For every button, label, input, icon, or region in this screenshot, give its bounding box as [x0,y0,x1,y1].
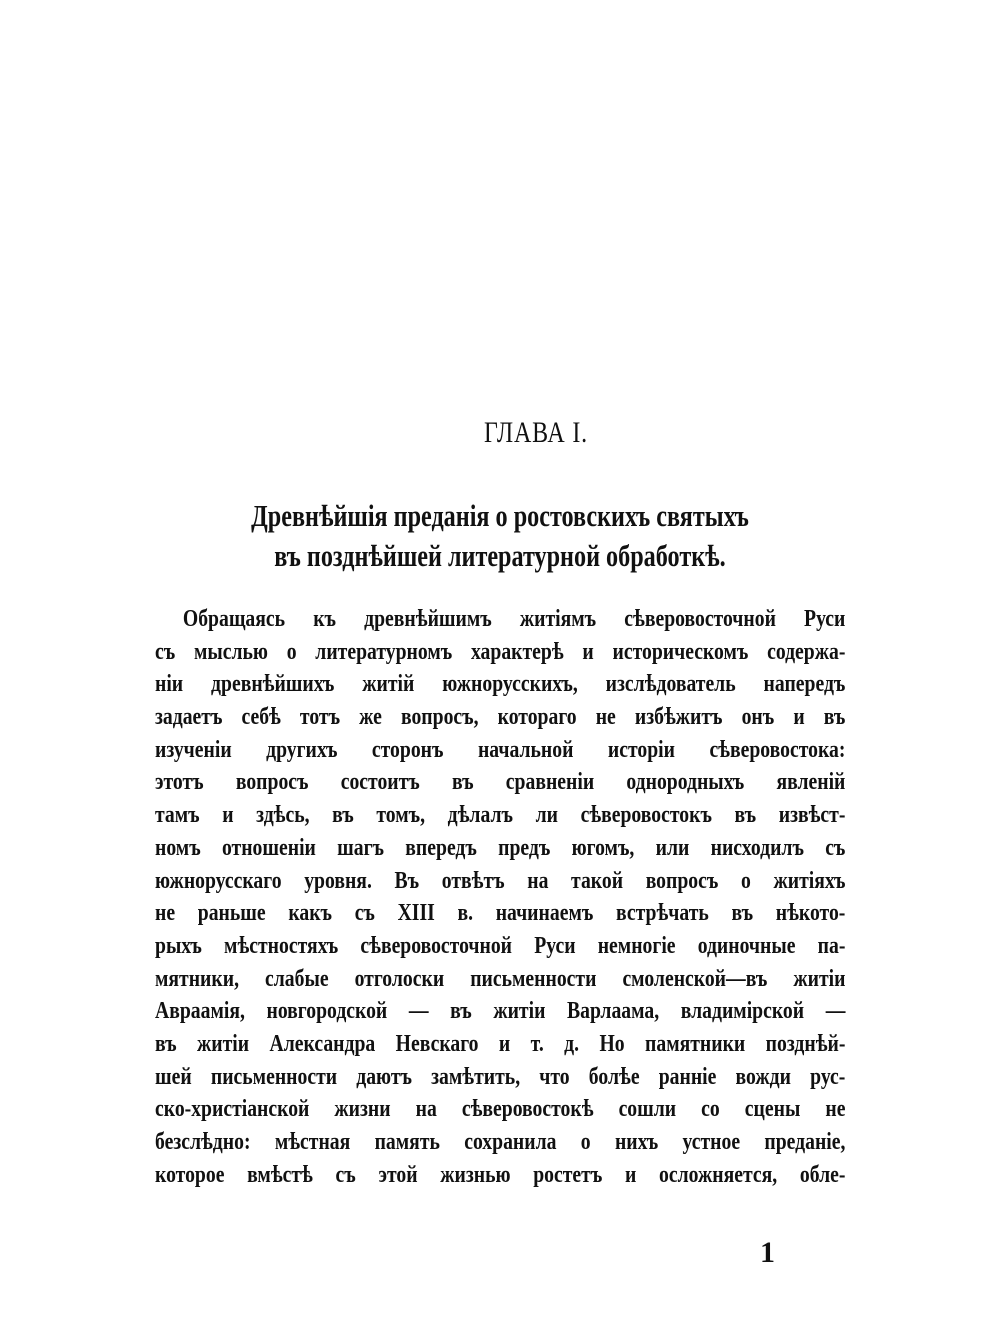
chapter-title [150,496,850,576]
body-paragraph [155,603,845,1191]
word: встрѣчать [616,900,709,927]
word: котораго [497,704,577,731]
text-line [155,1159,845,1192]
word: раньше [197,900,266,927]
text-line [155,636,845,669]
word: сохранила [464,1129,557,1155]
word: же [359,704,382,731]
word: д. [564,1030,580,1057]
word: новгородской [266,998,388,1025]
text-line [155,930,845,963]
word: устное [682,1129,741,1155]
word: житіи [493,998,546,1025]
title-line: въ позднѣйшей литературной обработкѣ. [274,538,726,573]
word: въ [451,769,474,796]
word: о [286,638,297,665]
text-line [155,799,845,832]
word: томъ, [376,802,426,829]
word: позднѣй- [765,1030,846,1057]
word: избѣжитъ [634,704,723,731]
word: начинаемъ [495,900,594,927]
word: и [624,1161,637,1188]
word: тамъ [155,802,200,829]
word: слабые [265,965,329,992]
word: впередъ [405,834,477,861]
word: нисходилъ [710,834,804,861]
word: со [701,1096,720,1123]
word: онъ [741,704,775,731]
text-line [155,668,845,701]
word: Обращаясь [182,606,286,632]
word: изслѣдователь [605,671,736,698]
word: Руси [804,606,846,632]
text-line [155,963,845,996]
word: отношеніи [221,834,316,861]
word: памятники [645,1030,746,1057]
word: какъ [288,900,333,927]
text-line [155,766,845,799]
word: одиночные [697,932,796,959]
word: нѣкото- [775,900,846,927]
word: о [741,867,751,894]
word: сторонъ [371,736,444,763]
word: въ [155,1030,177,1057]
word: осложняется, [659,1161,778,1188]
word: письменности [210,1063,338,1090]
word: память [374,1129,440,1155]
word: житіяхъ [773,867,846,894]
word: сѣверовостокѣ [461,1096,594,1123]
text-line [155,1093,845,1126]
word: обле- [799,1161,846,1188]
word: въ [450,998,472,1025]
word: уровня. [304,867,372,894]
word: на [415,1096,437,1123]
text-line [155,995,845,1028]
word: Но [599,1030,625,1057]
word: тотъ [299,704,341,731]
word: явленій [776,769,846,796]
word: и [498,1030,511,1057]
word: XIII [397,900,435,927]
word: содержа- [767,638,846,665]
word: нихъ [614,1129,659,1155]
text-line [155,603,845,636]
word: Руси [534,932,576,959]
word: даютъ [356,1063,412,1090]
word: историческомъ [612,638,749,665]
text-line [155,734,845,767]
word: съ [825,834,846,861]
word: задаетъ [155,704,223,731]
word: смоленской—въ [622,965,768,992]
word: вопросъ, [400,704,479,731]
word: немногіе [597,932,676,959]
word: отголоски [354,965,445,992]
word: начальной [477,736,574,763]
word: Варлаама, [566,998,660,1025]
word: безслѣдно: [155,1129,251,1155]
word: — [825,998,846,1025]
word: шагъ [337,834,385,861]
word: которое [155,1161,225,1188]
word: здѣсь, [256,802,310,829]
text-line [155,1061,845,1094]
word: на [527,867,549,894]
word: исторіи [607,736,675,763]
word: рыхъ [155,932,202,959]
word: вопросъ [645,867,719,894]
word: извѣст- [778,802,846,829]
word: древнѣйшимъ [364,606,492,632]
word: ранніе [658,1063,717,1090]
word: вожди [735,1063,791,1090]
word: въ [823,704,846,731]
word: сошли [618,1096,677,1123]
word: владимірской [680,998,805,1025]
word: въ [332,802,354,829]
page-number: 1 [760,1236,775,1269]
word: жизни [334,1096,391,1123]
word: и [582,638,594,665]
word: номъ [155,834,201,861]
word: шей [155,1063,192,1090]
word: т. [530,1030,544,1057]
word: житіямъ [519,606,597,632]
word: Невскаго [395,1030,479,1057]
text-line [155,1028,845,1061]
word: рус- [810,1063,846,1090]
word: ніи [155,671,184,698]
word: не [595,704,616,731]
word: мѣстностяхъ [224,932,339,959]
word: отвѣтъ [441,867,505,894]
word: мыслью [193,638,268,665]
text-line [155,1126,845,1159]
word: и [222,802,234,829]
word: характерѣ [470,638,564,665]
word: напередъ [763,671,846,698]
word: ско-христіанской [155,1096,310,1123]
word: въ [731,900,754,927]
word: замѣтить, [431,1063,521,1090]
word: письменности [470,965,597,992]
word: дѣлалъ [447,802,513,829]
word: сѣверовосточной [360,932,513,959]
word: Александра [269,1030,376,1057]
word: что [539,1063,570,1090]
word: житіи [793,965,846,992]
word: южнорусскаго [155,867,282,894]
word: изученіи [155,736,232,763]
word: другихъ [266,736,338,763]
text-line [155,897,845,930]
word: и [793,704,805,731]
word: однородныхъ [626,769,745,796]
word: литературномъ [315,638,453,665]
word: предъ [498,834,551,861]
word: въ [734,802,757,829]
text-line [155,701,845,734]
word: къ [313,606,337,632]
chapter-heading [100,416,900,450]
word: сѣверовосточной [624,606,776,632]
word: съ [155,638,176,665]
word: не [155,900,176,927]
title-line: Древнѣйшія преданія о ростовскихъ святыхъ [251,498,749,533]
word: этотъ [155,769,204,796]
word: или [655,834,690,861]
word: сѣверовостока: [709,736,846,763]
word: съ [335,1161,356,1188]
word: сцены [744,1096,801,1123]
word: преданіе, [764,1129,846,1155]
word: вмѣстѣ [247,1161,313,1188]
chapter-label-text: ГЛАВА I. [484,416,588,449]
word: — [408,998,429,1025]
word: ли [535,802,558,829]
word: Авраамія, [155,998,245,1025]
word: жизнью [440,1161,511,1188]
word: житій [362,671,415,698]
word: сравненіи [505,769,595,796]
text-line [155,865,845,898]
word: съ [354,900,375,927]
word: состоитъ [340,769,420,796]
word: Въ [394,867,420,894]
word: себѣ [241,704,281,731]
word: житіи [197,1030,250,1057]
word: этой [378,1161,418,1188]
word: югомъ, [571,834,635,861]
word: не [825,1096,846,1123]
word: древнѣйшихъ [211,671,335,698]
word: вопросъ [235,769,309,796]
word: мятники, [155,965,239,992]
word: ростетъ [533,1161,603,1188]
word: о [580,1129,591,1155]
word: южнорусскихъ, [442,671,578,698]
word: сѣверовостокъ [580,802,712,829]
word: мѣстная [274,1129,351,1155]
text-line [155,832,845,865]
word: такой [571,867,624,894]
word: па- [817,932,846,959]
word: болѣе [588,1063,640,1090]
word: в. [457,900,474,927]
